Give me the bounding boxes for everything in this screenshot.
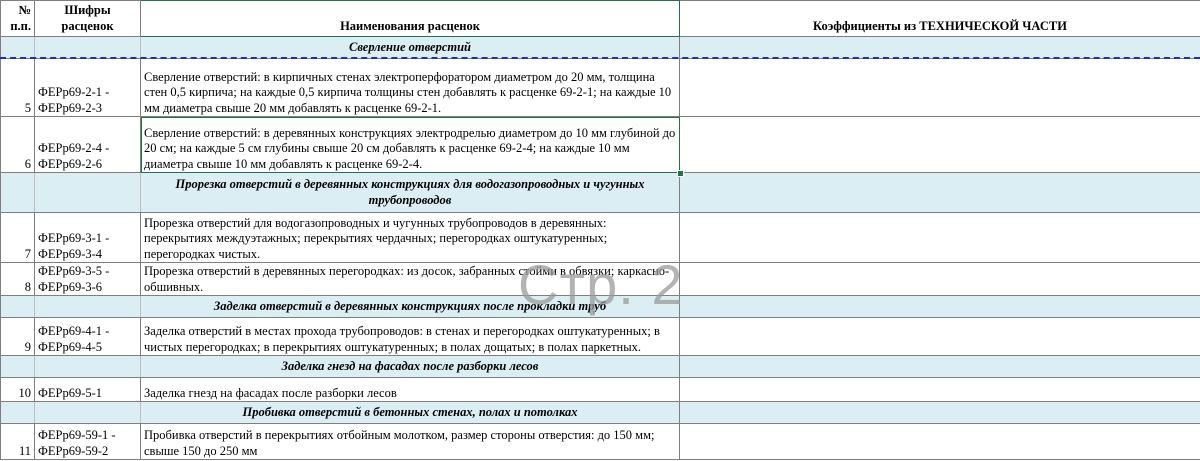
section-row bbox=[1, 173, 1200, 213]
table-row bbox=[1, 59, 1200, 117]
section-title-sealing-holes[interactable]: Заделка отверстий в деревянных конструкциях после прокладки труб bbox=[141, 296, 680, 318]
table-row bbox=[1, 263, 1200, 296]
table-row bbox=[1, 318, 1200, 356]
row-number-cell[interactable]: 5 bbox=[1, 59, 35, 117]
header-name-cell[interactable]: Наименования расценок bbox=[141, 1, 680, 37]
row-number-cell[interactable]: 11 bbox=[1, 424, 35, 460]
section-title-cutting[interactable]: Прорезка отверстий в деревянных конструкциях для водогазопроводных и чугунных трубопроводов bbox=[141, 173, 680, 213]
header-num-cell[interactable]: № п.п. bbox=[1, 1, 35, 37]
row-coef-cell[interactable] bbox=[680, 117, 1200, 173]
header-code-cell[interactable]: Шифры расценок bbox=[35, 1, 141, 37]
row-coef-cell[interactable] bbox=[680, 378, 1200, 402]
section-empty-cell[interactable] bbox=[35, 37, 141, 59]
section-empty-cell[interactable] bbox=[680, 37, 1200, 59]
row-name-cell[interactable]: Прорезка отверстий для водогазопроводных и чугунных трубопроводов в деревянных: перекрытиях междуэтажных; перекрытиях чердачных; перегородках оштукатуренных; перегородках чистых. bbox=[141, 213, 680, 263]
row-coef-cell[interactable] bbox=[680, 59, 1200, 117]
page-number-watermark: Стр. 2 bbox=[518, 253, 684, 316]
section-row bbox=[1, 296, 1200, 318]
section-row bbox=[1, 356, 1200, 378]
section-empty-cell[interactable] bbox=[35, 173, 141, 213]
row-code-cell[interactable]: ФЕРр69-4-1 - ФЕРр69-4-5 bbox=[35, 318, 141, 356]
section-empty-cell[interactable] bbox=[680, 296, 1200, 318]
table-row bbox=[1, 424, 1200, 460]
section-title-sealing-sockets[interactable]: Заделка гнезд на фасадах после разборки лесов bbox=[141, 356, 680, 378]
section-empty-cell[interactable] bbox=[1, 296, 35, 318]
table-row bbox=[1, 378, 1200, 402]
section-empty-cell[interactable] bbox=[680, 356, 1200, 378]
section-empty-cell[interactable] bbox=[1, 37, 35, 59]
header-coef-cell[interactable]: Коэффициенты из ТЕХНИЧЕСКОЙ ЧАСТИ bbox=[680, 1, 1200, 37]
row-coef-cell[interactable] bbox=[680, 318, 1200, 356]
row-number-cell[interactable]: 6 bbox=[1, 117, 35, 173]
row-code-cell[interactable]: ФЕРр69-2-1 - ФЕРр69-2-3 bbox=[35, 59, 141, 117]
table-row bbox=[1, 213, 1200, 263]
row-number-cell[interactable]: 8 bbox=[1, 263, 35, 296]
row-name-cell[interactable]: Заделка гнезд на фасадах после разборки лесов bbox=[141, 378, 680, 402]
section-title-drilling[interactable]: Сверление отверстий bbox=[141, 37, 680, 59]
section-title-punching[interactable]: Пробивка отверстий в бетонных стенах, полах и потолках bbox=[141, 402, 680, 424]
row-coef-cell[interactable] bbox=[680, 213, 1200, 263]
section-empty-cell[interactable] bbox=[35, 296, 141, 318]
fill-handle[interactable] bbox=[677, 170, 684, 177]
row-coef-cell[interactable] bbox=[680, 263, 1200, 296]
section-row bbox=[1, 402, 1200, 424]
row-code-cell[interactable]: ФЕРр69-3-1 - ФЕРр69-3-4 bbox=[35, 213, 141, 263]
row-number-cell[interactable]: 10 bbox=[1, 378, 35, 402]
row-name-cell[interactable]: Прорезка отверстий в деревянных перегородках: из досок, забранных стойми в обвязки; каркасно-обшивных. bbox=[141, 263, 680, 296]
row-name-cell[interactable]: Заделка отверстий в местах прохода трубопроводов: в стенах и перегородках оштукатуренных; в чистых перегородках; в перекрытиях оштукатуренных; в полах дощатых; в полах паркетных. bbox=[141, 318, 680, 356]
section-empty-cell[interactable] bbox=[680, 173, 1200, 213]
section-empty-cell[interactable] bbox=[1, 356, 35, 378]
section-empty-cell[interactable] bbox=[35, 402, 141, 424]
section-empty-cell[interactable] bbox=[1, 173, 35, 213]
section-row bbox=[1, 37, 1200, 59]
row-name-cell[interactable]: Пробивка отверстий в перекрытиях отбойным молотком, размер стороны отверстия: до 150 мм; свыше 150 до 250 мм bbox=[141, 424, 680, 460]
row-name-cell[interactable]: Сверление отверстий: в кирпичных стенах электроперфоратором диаметром до 20 мм, толщина стен 0,5 кирпича; на каждые 0,5 кирпича толщины стен добавлять к расценке 69-2-1; на каждые 10 мм диаметра свыше 20 мм добавлять к расценке 69-2-1. bbox=[141, 59, 680, 117]
row-number-cell[interactable]: 9 bbox=[1, 318, 35, 356]
row-coef-cell[interactable] bbox=[680, 424, 1200, 460]
selected-row-name-cell[interactable]: Сверление отверстий: в деревянных конструкциях электродрелью диаметром до 10 мм глубиной до 20 см; на каждые 5 см глубины свыше 20 см добавлять к расценке 69-2-4; на каждые 10 мм диаметра свыше 10 мм добавлять к расценке 69-2-4. bbox=[141, 117, 680, 173]
row-code-cell[interactable]: ФЕРр69-59-1 - ФЕРр69-59-2 bbox=[35, 424, 141, 460]
section-empty-cell[interactable] bbox=[35, 356, 141, 378]
table-row bbox=[1, 117, 1200, 173]
row-code-cell[interactable]: ФЕРр69-3-5 - ФЕРр69-3-6 bbox=[35, 263, 141, 296]
row-code-cell[interactable]: ФЕРр69-2-4 - ФЕРр69-2-6 bbox=[35, 117, 141, 173]
page-break-line bbox=[0, 57, 1200, 59]
row-code-cell[interactable]: ФЕРр69-5-1 bbox=[35, 378, 141, 402]
header-row bbox=[1, 1, 1200, 37]
section-empty-cell[interactable] bbox=[1, 402, 35, 424]
section-empty-cell[interactable] bbox=[680, 402, 1200, 424]
row-number-cell[interactable]: 7 bbox=[1, 213, 35, 263]
